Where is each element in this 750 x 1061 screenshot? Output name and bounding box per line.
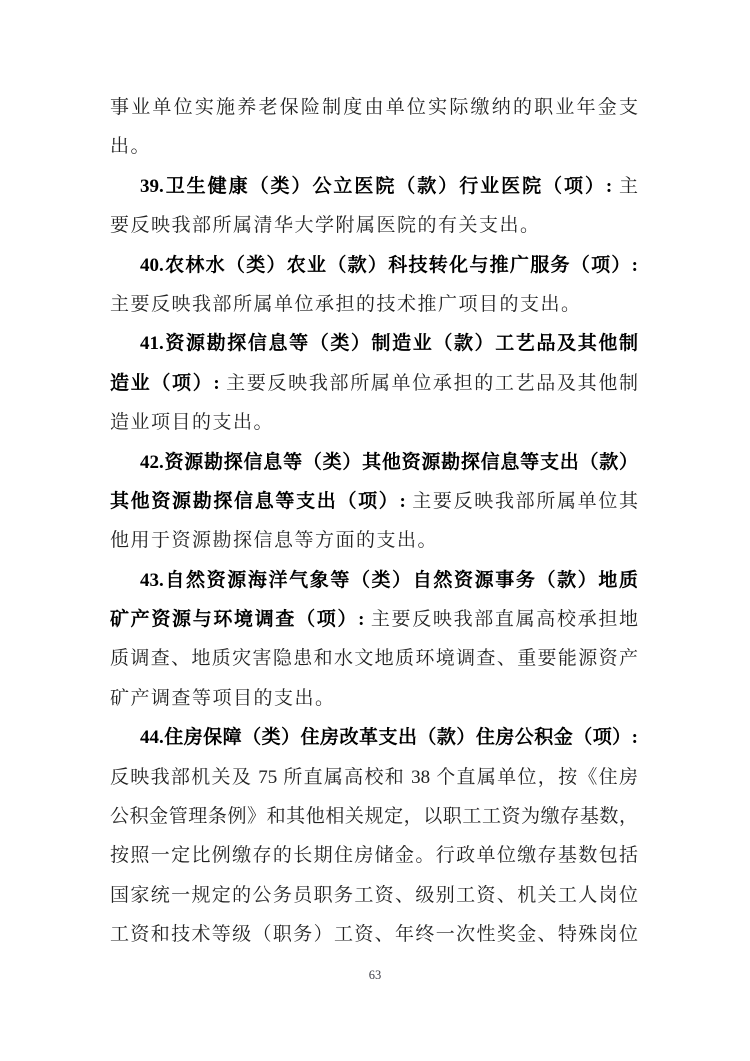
- body-segment: 主要反映我部所属单位承担的工艺品及其他制: [226, 372, 638, 394]
- heading-segment: 39.卫生健康（类）公立医院（款）行业医院（项）:: [140, 175, 619, 197]
- heading-segment: 42.资源勘探信息等（类）其他资源勘探信息等支出（款）: [140, 451, 638, 473]
- text-line: [110, 88, 638, 127]
- text-line: [110, 758, 638, 797]
- text-line-item-39: [110, 167, 638, 206]
- body-segment: 主要反映我部所属单位其: [412, 490, 638, 512]
- body-segment: 主要反映我部直属高校承担地: [370, 609, 638, 631]
- body-segment: 质调查、地质灾害隐患和水文地质环境调查、重要能源资产: [110, 648, 638, 670]
- text-block: [110, 88, 638, 955]
- heading-segment: 矿产资源与环境调查（项）:: [110, 609, 371, 631]
- heading-segment: 造业（项）:: [110, 372, 227, 394]
- heading-segment: 41.资源勘探信息等（类）制造业（款）工艺品及其他制: [140, 333, 638, 355]
- body-segment: 他用于资源勘探信息等方面的支出。: [110, 530, 439, 552]
- body-segment: 出。: [110, 136, 152, 158]
- body-segment: 工资和技术等级（职务）工资、年终一次性奖金、特殊岗位: [110, 924, 638, 946]
- heading-segment: 43.自然资源海洋气象等（类）自然资源事务（款）地质: [140, 569, 638, 591]
- body-segment: 矿产调查等项目的支出。: [110, 687, 336, 709]
- text-line: [110, 915, 638, 954]
- body-segment: 要反映我部所属清华大学附属医院的有关支出。: [110, 215, 541, 237]
- body-segment: 按照一定比例缴存的长期住房储金。行政单位缴存基数包括: [110, 845, 638, 867]
- text-line: [110, 521, 638, 560]
- text-line: [110, 482, 638, 521]
- text-line: [110, 127, 638, 166]
- heading-segment: 40.农林水（类）农业（款）科技转化与推广服务（项）:: [140, 254, 638, 276]
- page-number: 63: [368, 968, 382, 982]
- heading-segment: 44.住房保障（类）住房改革支出（款）住房公积金（项）:: [140, 727, 638, 749]
- body-segment: 事业单位实施养老保险制度由单位实际缴纳的职业年金支: [110, 97, 638, 118]
- text-line: [110, 876, 638, 915]
- heading-segment: 其他资源勘探信息等支出（项）:: [110, 490, 413, 512]
- text-line: [110, 797, 638, 836]
- text-line: [110, 639, 638, 678]
- body-segment: 造业项目的支出。: [110, 412, 275, 434]
- text-line: [110, 403, 638, 442]
- body-segment: 反映我部机关及 75 所直属高校和 38 个直属单位，按《住房: [110, 766, 638, 788]
- text-line: [110, 600, 638, 639]
- body-segment: 主: [618, 175, 638, 197]
- text-line: [110, 364, 638, 403]
- text-line-item-40: [110, 246, 638, 285]
- text-line: [110, 285, 638, 324]
- text-line-item-42: [110, 443, 638, 482]
- body-segment: 公积金管理条例》和其他相关规定，以职工工资为缴存基数，: [110, 806, 638, 828]
- text-line-item-44: [110, 718, 638, 757]
- body-segment: 国家统一规定的公务员职务工资、级别工资、机关工人岗位: [110, 884, 638, 906]
- text-line-item-43: [110, 561, 638, 600]
- text-line-item-41: [110, 324, 638, 363]
- body-segment: 主要反映我部所属单位承担的技术推广项目的支出。: [110, 293, 582, 315]
- text-line: [110, 206, 638, 245]
- text-line: [110, 836, 638, 875]
- text-line: [110, 679, 638, 718]
